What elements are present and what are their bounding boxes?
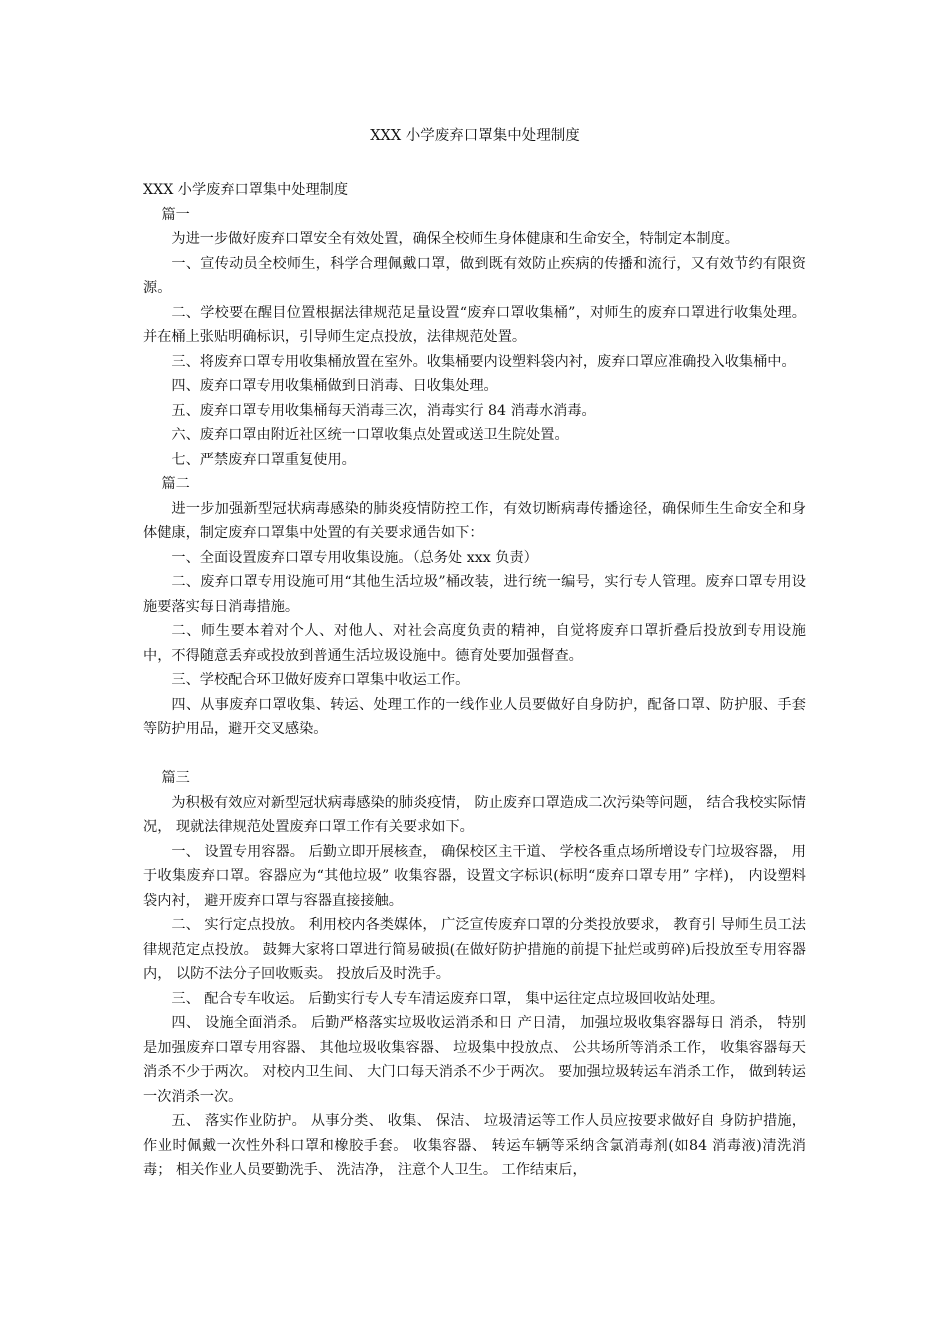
paragraph: 四、从事废弃口罩收集、转运、处理工作的一线作业人员要做好自身防护，配备口罩、防护服、手套等防护用品，避开交叉感染。	[143, 696, 806, 737]
paragraph: 二、师生要本着对个人、对他人、对社会高度负责的精神，自觉将废弃口罩折叠后投放到专用设施中，不得随意丢弃或投放到普通生活垃圾设施中。德育处要加强督查。	[143, 623, 806, 664]
paragraph: 二、 实行定点投放。 利用校内各类媒体， 广泛宣传废弃口罩的分类投放要求， 教育引 导师生员工法律规范定点投放。 鼓舞大家将口罩进行简易破损(在做好防护措施的前提下扯烂或剪碎)后投放至专用容器内， 以防不法分子回收贩卖。 投放后及时洗手。	[143, 917, 806, 982]
document-body	[143, 178, 806, 1183]
paragraph: 进一步加强新型冠状病毒感染的肺炎疫情防控工作，有效切断病毒传播途径，确保师生生命安全和身体健康，制定废弃口罩集中处置的有关要求通告如下：	[143, 500, 806, 541]
paragraph: 三、学校配合环卫做好废弃口罩集中收运工作。	[171, 672, 470, 688]
document-subtitle: XXX 小学废弃口罩集中处理制度	[143, 182, 349, 198]
section-heading: 篇一	[161, 206, 190, 223]
paragraph: 四、废弃口罩专用收集桶做到日消毒、日收集处理。	[171, 378, 498, 394]
paragraph: 五、废弃口罩专用收集桶每天消毒三次，消毒实行 84 消毒水消毒。	[171, 402, 596, 419]
section-heading: 篇三	[161, 770, 190, 786]
paragraph: 一、全面设置废弃口罩专用收集设施。（总务处 xxx 负责）	[171, 549, 538, 566]
paragraph: 为积极有效应对新型冠状病毒感染的肺炎疫情， 防止废弃口罩造成二次污染等问题， 结合我校实际情况， 现就法律规范处置废弃口罩工作有关要求如下。	[143, 794, 806, 835]
paragraph: 二、废弃口罩专用设施可用“其他生活垃圾”桶改装，进行统一编号，实行专人管理。废弃口罩专用设施要落实每日消毒措施。	[143, 574, 806, 615]
paragraph: 二、学校要在醒目位置根据法律规范足量设置“废弃口罩收集桶”，对师生的废弃口罩进行收集处理。并在桶上张贴明确标识，引导师生定点投放，法律规范处置。	[143, 304, 806, 345]
section-heading: 篇二	[161, 476, 190, 492]
document-title: XXX 小学废弃口罩集中处理制度	[370, 128, 580, 144]
paragraph: 五、 落实作业防护。 从事分类、 收集、 保洁、 垃圾清运等工作人员应按要求做好自 身防护措施， 作业时佩戴一次性外科口罩和橡胶手套。 收集容器、 转运车辆等采纳含氯消毒剂(如84 消毒液)清洗消毒； 相关作业人员要勤洗手、 洗洁净， 注意个人卫生。 工作结束后，	[143, 1113, 806, 1178]
paragraph: 一、 设置专用容器。 后勤立即开展核查， 确保校区主干道、 学校各重点场所增设专门垃圾容器， 用于收集废弃口罩。容器应为“其他垃圾” 收集容器，设置文字标识(标明“废弃口罩专用” 字样)， 内设塑料袋内衬， 避开废弃口罩与容器直接接触。	[143, 843, 806, 909]
paragraph: 三、 配合专车收运。 后勤实行专人专车清运废弃口罩， 集中运往定点垃圾回收站处理。	[171, 990, 725, 1007]
paragraph: 六、废弃口罩由附近社区统一口罩收集点处置或送卫生院处置。	[171, 427, 569, 443]
paragraph: 为进一步做好废弃口罩安全有效处置，确保全校师生身体健康和生命安全，特制定本制度。	[171, 231, 739, 247]
paragraph: 三、将废弃口罩专用收集桶放置在室外。收集桶要内设塑料袋内衬，废弃口罩应准确投入收集桶中。	[171, 353, 796, 370]
paragraph: 七、严禁废弃口罩重复使用。	[171, 451, 356, 468]
blank-line	[143, 742, 806, 767]
paragraph: 四、 设施全面消杀。 后勤严格落实垃圾收运消杀和日 产日清， 加强垃圾收集容器每日 消杀， 特别是加强废弃口罩专用容器、 其他垃圾收集容器、 垃圾集中投放点、 公共场所等消杀工作， 收集容器每天消杀不少于两次。 对校内卫生间、 大门口每天消杀不少于两次。 要加强垃圾转运车消杀工作， 做到转运一次消杀一次。	[143, 1015, 806, 1105]
paragraph: 一、宣传动员全校师生，科学合理佩戴口罩，做到既有效防止疾病的传播和流行，又有效节约有限资源。	[143, 255, 806, 296]
